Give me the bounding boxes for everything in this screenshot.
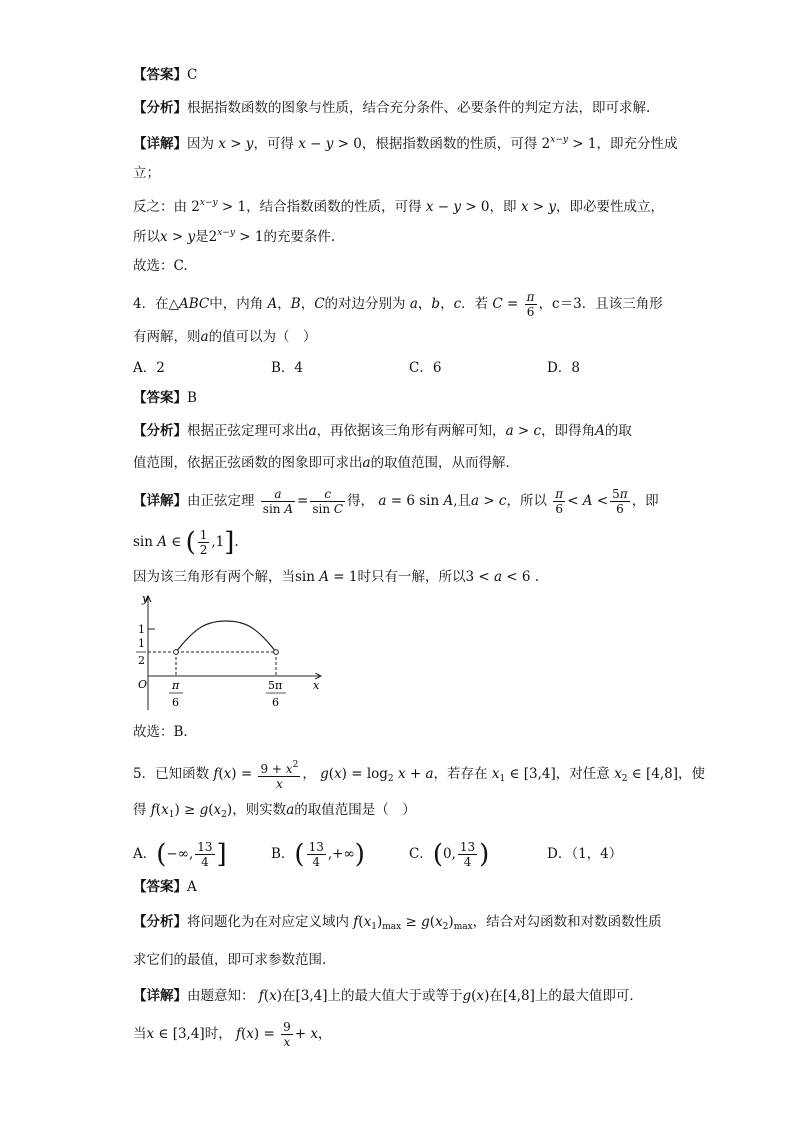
y-tick-half-den: 2	[138, 654, 145, 667]
q5-analysis-line-1: 【分析】将问题化为在对应定义域内 $f(x_1)_{max} \ge g(x_2)_{max}$，结合对勾函数和对数函数性质	[133, 914, 662, 932]
q4-option-a: A．2	[133, 360, 165, 376]
q3-detail-line-2: 立；	[133, 165, 160, 181]
q4-detail-line-1: 【详解】由正弦定理 $\frac{a}{\text{sin A}}$ = $\frac{c}{\text{sin C}}$ 得， a = 6 sin A,且a > c，所以 $\frac{\pi}{6}$ < A < $\frac{5\pi}{6}$ ，即	[133, 487, 659, 516]
x-tick-1-den: 6	[172, 696, 179, 709]
y-tick-half-num: 1	[138, 637, 145, 650]
y-tick-1: 1	[138, 623, 145, 636]
answer-tag: 【答案】	[133, 67, 187, 83]
q5-answer-line: 【答案】A	[133, 879, 197, 895]
q3-detail-line-1: 【详解】因为 x > y，可得 x − y > 0，根据指数函数的性质，可得 $2^{x-y} > 1$，即充分性成	[133, 135, 678, 152]
q5-analysis-line-2: 求它们的最值，即可求参数范围.	[133, 952, 327, 968]
detail-tag: 【详解】	[133, 136, 187, 152]
q4-stem-line-2: 有两解，则a的值可以为（ ）	[133, 329, 317, 345]
sine-curve	[176, 621, 276, 652]
q5-stem-line-2: 得 $f(x_1) \ge g(x_2)$，则实数a的取值范围是（ ）	[133, 802, 416, 820]
q5-options	[133, 840, 685, 869]
math-x-gt-y: x > y	[218, 136, 254, 152]
q5-option-a: A．(−∞, $\frac{13}{4}$ ]	[133, 839, 227, 870]
origin-label: O	[138, 678, 148, 691]
q4-detail-line-3: 因为该三角形有两个解，当sin A = 1时只有一解，所以3 < a < 6 .	[133, 569, 540, 585]
math-2pow: $2^{x-y} > 1$	[541, 135, 597, 152]
q4-answer-line: 【答案】B	[133, 390, 197, 406]
analysis-tag: 【分析】	[133, 100, 187, 116]
q3-answer-line	[133, 65, 197, 85]
q4-option-d: D．8	[547, 360, 580, 376]
q4-analysis-line-2: 值范围，依据正弦函数的图象即可求出a的取值范围，从而得解．	[133, 455, 520, 471]
q4-detail-line-2: sin A ∈ ( $\frac{1}{2}$ ,1].	[133, 527, 239, 558]
q5-stem-line-1: 5．已知函数 f(x) = $\frac{9 + x^2}{x}$ ， $g(x) = \log_2 x + a$，若存在 $x_1$ ∈ [3,4]，对任意 $x_2$ ∈ [4,8]，使	[133, 760, 706, 791]
q4-options	[133, 358, 685, 378]
q5-option-b: B．( $\frac{13}{4}$ ,+∞)	[271, 839, 365, 870]
q4-analysis-line-1: 【分析】根据正弦定理可求出a，再依据该三角形有两解可知，a > c，即得角A的取	[133, 423, 632, 439]
q5-detail-line-1: 【详解】由题意知： f(x)在[3,4]上的最大值大于或等于g(x)在[4,8]上的最大值即可．	[133, 988, 643, 1004]
sine-graph	[128, 590, 328, 714]
math-x-minus-y: x − y > 0	[298, 136, 362, 152]
x-tick-1-num: π	[172, 679, 180, 692]
q4-option-c: C．6	[409, 360, 442, 376]
q4-answer: B	[187, 390, 197, 406]
open-endpoint-right	[274, 650, 279, 655]
q3-detail-line-4: 所以x > y是$2^{x-y} > 1$的充要条件.	[133, 228, 336, 245]
q4-stem-line-1: 4．在△ABC中，内角 A，B，C的对边分别为 a，b，c．若 C = $\frac{\pi}{6}$ ，c＝3．且该三角形	[133, 290, 663, 319]
q4-option-b: B．4	[271, 360, 304, 376]
q3-analysis: 根据指数函数的图象与性质，结合充分条件、必要条件的判定方法，即可求解.	[187, 100, 651, 116]
x-tick-2-num: 5π	[268, 679, 283, 692]
q5-detail-line-2: 当x ∈ [3,4]时， f(x) = $\frac{9}{x}$ + x，	[133, 1020, 332, 1049]
q3-pick: 故选：C.	[133, 258, 188, 274]
x-tick-2-den: 6	[272, 696, 279, 709]
q3-detail-line-3: 反之：由 $2^{x-y} > 1$，结合指数函数的性质，可得 x − y > 0，即 x > y，即必要性成立，	[133, 198, 664, 215]
q4-pick: 故选：B.	[133, 724, 188, 740]
q5-answer: A	[187, 879, 197, 895]
x-axis-label: x	[313, 679, 320, 692]
q3-answer: C	[187, 67, 198, 83]
q5-option-c: C．(0, $\frac{13}{4}$ )	[409, 839, 490, 870]
y-axis-label: y	[142, 592, 149, 605]
open-endpoint-left	[174, 650, 179, 655]
q3-analysis-line	[133, 98, 650, 118]
q5-option-d: D．（1，4）	[547, 846, 623, 862]
